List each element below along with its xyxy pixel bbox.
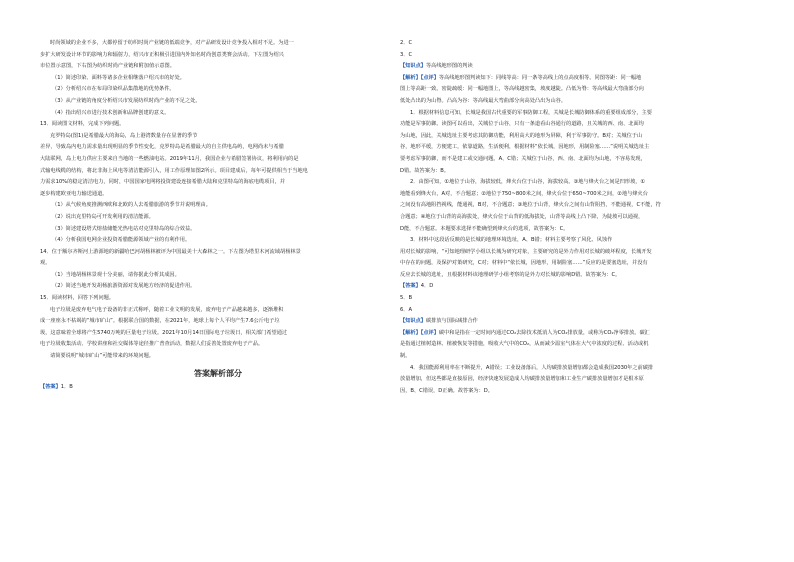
explanation-line: 合题意；④地位于山背的高海拔处，烽火台位于山背的低海拔处，山背等高线上凸下降，为陡坡可以通视， — [400, 213, 644, 220]
knowledge-point-value: 碳排放与国际减排合作 — [425, 318, 478, 325]
question-item: （1）简述印染、面料等诸多企业相继落户绍兴市的好处。 — [52, 74, 185, 81]
question-body-line: 逐步构建欧亚电力输送通道。 — [40, 190, 108, 197]
knowledge-point-row — [400, 316, 756, 328]
answer-row — [400, 281, 756, 293]
analysis-row — [400, 328, 756, 340]
question-item: （2）简述当地开发胡杨旅游资源对发展地方经济的促进作用。 — [52, 283, 196, 290]
knowledge-point-value: 等高线地形图的判读 — [425, 63, 473, 70]
answer-line: 3．C — [400, 51, 413, 58]
question-title: 14．位于额尔齐斯河上游源地的新疆哈巴河胡杨林被评为中国最美十大森林之一。下左图为塔里木河流域胡杨林景 — [40, 248, 301, 255]
knowledge-point-label: 【知识点】 — [400, 318, 426, 325]
question-body-line: 圾，这意味着全球将产生5740万吨的巨量电子垃圾。2021年10月14日国际电子垃圾日，相关部门希望通过 — [40, 329, 288, 336]
answer-label: 【答案】 — [400, 283, 421, 290]
question-title-cont: 观。 — [40, 260, 51, 267]
answer-value: 1．B — [60, 383, 73, 390]
intro-line: 市位置示意图，下右图为纺织时尚产业链和附加值示意图。 — [40, 63, 175, 70]
question-body-line: 请简要说明“城市矿山”可能带来的环境问题。 — [50, 353, 154, 360]
question-item: （4）分析我国电网企业投资希腊能源领域产业的有利作用。 — [52, 237, 191, 244]
comment-label: 【点评】 — [420, 329, 439, 336]
explanation-line: 要考虑军事防御，而不是建工或交通问题。A、C错；关城位于山谷，西、南、北面均为山地，不容易发现， — [400, 155, 646, 162]
answer-line: 5．B — [400, 295, 413, 302]
explanation-line: 中存在的问题，及保护对策研究，C对；材料中“依长城，因地形，用制险塞……”反应的是要塞选址，并没有 — [400, 260, 648, 267]
analysis-line: 制。 — [400, 353, 411, 360]
question-title: 13．阅读图文材料，完成下列问题。 — [40, 121, 125, 128]
question-item: （3）从产业链的角度分析绍兴市发展纺织时尚产业的不足之处。 — [52, 97, 201, 104]
answer-row — [40, 382, 396, 394]
question-body-line: 电子垃圾收集活动、学校讲座和社交媒体等途径推广普查活动，数据人们妥善处置废弃电子产品。 — [40, 341, 264, 348]
analysis-row — [400, 73, 756, 85]
analysis-label: 【解析】 — [400, 74, 421, 81]
analysis-label: 【解析】 — [400, 329, 421, 336]
question-item: （2）说出克里特岛可开发利用的清洁能源。 — [52, 213, 154, 220]
question-body-line: 大陆联网，岛上电力供应主要来自当地的一些燃油电站。2019年11月，我国企业与希腊签署协议，将利用向的是 — [40, 155, 299, 162]
explanation-line: 功能是军事防御。读图可以看出，关城位于山谷，只有一条道看山谷通行的道路，且关城的西、南、北面均 — [400, 121, 644, 128]
question-body-line: 力需求10%的稳定清洁电力，同时，中国国家电网将投资建设连接希腊大陆和克里特岛的海底电缆项目，并 — [40, 179, 285, 186]
question-title: 15．阅读材料，回答下列问题。 — [40, 295, 115, 302]
analysis-line: 图上等高距一致。密陡疏缓：同一幅地图上，等高线越密集，坡度越陡。凸低为脊：等高线最大弯曲部分向 — [400, 86, 644, 93]
intro-line: 步扩大研发设计环节的影响力和辐射力，绍兴市正积极引进国内外知名时尚创意类赛会活动。下左图为绍兴 — [40, 51, 284, 58]
question-body-line: 克罗特岛(图1)是希腊最大的海岛，岛上港湾数量存在显著的季节 — [50, 132, 198, 139]
explanation-line: 反应去长城的选址，且根据材料该地理研学小组考察的是外力对长城的影响D错。故答案为：C。 — [400, 271, 621, 278]
question-item: （1）当地胡杨林景观十分美丽，请你据此分析其成因。 — [52, 271, 180, 278]
question-body-line: 差异，导致岛内电力需求量出现明显的季节性变化，克罗特岛是希腊最大的自主供电岛屿，电网尚未与希腊 — [40, 144, 284, 151]
explanation-line: 3．材料中这段话反映的是长城的地理环境选址，A、B错；材料主要考察了风化、风蚀作 — [410, 237, 613, 244]
answer-line: 6．A — [400, 306, 413, 313]
knowledge-point-row — [400, 61, 756, 73]
left-column — [40, 38, 396, 393]
answer-line: 2．C — [400, 40, 413, 46]
comment-label: 【点评】 — [420, 74, 439, 81]
explanation-line: D能，不合题意。本题要求选择不能确望到烽火台的选项，故答案为：C。 — [400, 225, 569, 232]
question-body-line: 电子垃圾是废弃电气电子设备的非正式称呼，随着工业文明的发展，废弃电子产品越来越多，逐渐堆积 — [50, 306, 284, 313]
question-item: （2）分析绍兴市在布局印染织品集散地的优势条件。 — [52, 86, 175, 93]
intro-line: 时尚领域的企业不多，大都停留于纺织时尚产业链的低端竞争，对产品研发设计竞争投入相对不足。为进一 — [50, 40, 294, 46]
answer-label: 【答案】 — [40, 383, 61, 390]
answer-section-title: 答案解析部分 — [194, 368, 242, 378]
analysis-text: 等高线地形图判读知下：同线等高：同一条等高线上的点高度相等。同图等距：同一幅地 — [438, 74, 642, 81]
explanation-line: 之间没有高地阻挡视线，能通视，B对，不合题意；③地位于山背，烽火台之间有山背阻挡，不能通视，C不能，符 — [400, 202, 661, 209]
explanation-line: 4．我国能源利用率在不断提升，A错误；工业设备落后，人均碳排放量增加都会造成我国2030年之前碳排 — [410, 364, 654, 371]
explanation-line: D错。故答案为：B。 — [400, 167, 450, 174]
right-column — [400, 38, 756, 397]
explanation-line: 地能看到烽火台，A对，不合题意；②地位于750~800米之间，烽火台位于650~700米之间，②地与烽火台 — [400, 190, 648, 197]
knowledge-point-label: 【知识点】 — [400, 63, 426, 70]
explanation-line: 为山地，因此，关城选址主要考虑其防御功能，利用高大的地形为屏障，利于军事防守。B对；关城位于山 — [400, 132, 643, 139]
question-item: （1）从气候角度推测西欧和北欧的人去希腊旅游的季节并说明理由。 — [52, 202, 211, 209]
question-body-line: 成一座座永不枯竭的“城市矿山”。根据联合国的数据，在2021年，地球上每个人平均产生7.6公斤电子垃 — [40, 318, 280, 325]
analysis-line: 是指通过植树造林、植被恢复等措施，吸收大气中的CO₂，从而减少温室气体在大气中浓度的过程、活动或机 — [400, 341, 649, 348]
analysis-text: 碳中和是指在一定时间内通过CO₂去除技术抵消人为CO₂排放量，或称为CO₂净零排放。碳汇 — [438, 329, 650, 336]
explanation-line: 2．由图可知，①地位于山谷，海拔较低，烽火台位于山谷，海拔较高。③地与烽火台之间是凹形坡，① — [410, 179, 646, 186]
explanation-line: 因，B、C错误，D正确。故答案为：D。 — [400, 387, 493, 394]
explanation-line: 谷，地形平缓，方便建工，依靠道路，生活便利，根据材料“依长城，因地形，用制险塞……”说明关城选址主 — [400, 144, 650, 151]
answer-value: 4．D — [420, 283, 434, 290]
analysis-line: 低处凸出的为山脊。凸高为谷：等高线最大弯曲部分向高处凸出为山谷。 — [400, 97, 567, 104]
explanation-line: 放量增加，但这些都是直接原因，经济快速发展造成人均碳排放量增加和工业生产碳排放量增加才是根本原 — [400, 376, 644, 383]
explanation-line: 用对长城的影响，“可知地理研学小组以长城为研究对象，主要研究的是外力作用对长城的破坏程度，长城开发 — [400, 248, 652, 255]
explanation-line: 1．根据材料信息可知，长城是我国古代重要的军事防御工程，关城是长城防御体系的重要组成部分，主要 — [410, 109, 652, 116]
question-item: （3）简述建设塔式熔盐储能光热电站对克里特岛的综合效益。 — [52, 225, 196, 232]
question-item: （4）指出绍兴市进行技术创新和品牌创建的意义。 — [52, 109, 170, 116]
question-body-line: 式输电线缆的结构，将北非海上风电等清洁能源引入，用工作原理如图2所示。项目建成后，每年可提供相当于当地电 — [40, 167, 308, 174]
